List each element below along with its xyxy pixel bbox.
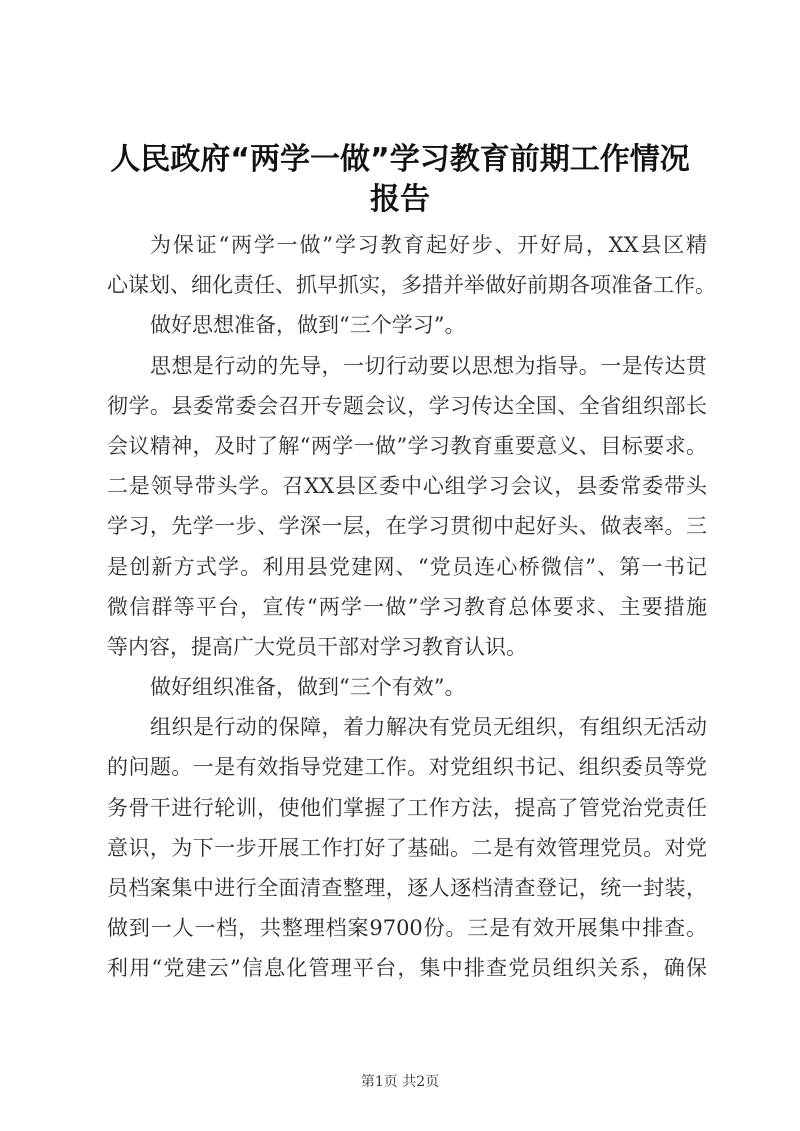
body-text-line: 彻学。县委常委会召开专题会议，学习传达全国、全省组织部长	[107, 393, 707, 418]
body-text-line: 的问题。一是有效指导党建工作。对党组织书记、组织委员等党	[107, 755, 707, 780]
body-text-line: 员档案集中进行全面清查整理，逐人逐档清查登记，统一封装，	[107, 876, 707, 900]
body-text-line: 是创新方式学。利用县党建网、“党员连心桥微信”、第一书记	[107, 554, 707, 579]
body-text-line: 二是领导带头学。召XX县区委中心组学习会议，县委常委带头	[107, 474, 707, 499]
body-text-line: 做好组织准备，做到“三个有效”。	[150, 675, 466, 700]
document-title-line-1: 人民政府“两学一做”学习教育前期工作情况	[110, 142, 690, 177]
body-text-line: 务骨干进行轮训，使他们掌握了工作方法，提高了管党治党责任	[107, 795, 707, 820]
body-text-line: 做到一人一档，共整理档案9700份。三是有效开展集中排查。	[107, 916, 707, 941]
document-title-line-2: 报告	[370, 182, 430, 217]
body-text-line: 为保证“两学一做”学习教育起好步、开好局，XX县区精	[150, 233, 707, 257]
body-text-line: 组织是行动的保障，着力解决有党员无组织，有组织无活动	[150, 715, 707, 740]
body-text-line: 等内容，提高广大党员干部对学习教育认识。	[107, 634, 527, 659]
page-footer: 第1页 共2页	[360, 1074, 440, 1090]
document-body	[107, 225, 716, 989]
body-text-line: 利用“党建云”信息化管理平台，集中排查党员组织关系，确保	[107, 956, 707, 981]
body-text-line: 会议精神，及时了解“两学一做”学习教育重要意义、目标要求。	[107, 433, 707, 458]
body-text-line: 做好思想准备，做到“三个学习”。	[150, 313, 466, 338]
body-text-line: 思想是行动的先导，一切行动要以思想为指导。一是传达贯	[150, 353, 707, 378]
body-text-line: 学习，先学一步、学深一层，在学习贯彻中起好头、做表率。三	[107, 514, 707, 539]
body-text-line: 微信群等平台，宣传“两学一做”学习教育总体要求、主要措施	[107, 594, 707, 619]
body-text-line: 意识，为下一步开展工作打好了基础。二是有效管理党员。对党	[107, 835, 707, 860]
body-text-line: 心谋划、细化责任、抓早抓实，多措并举做好前期各项准备工作。	[107, 273, 716, 298]
